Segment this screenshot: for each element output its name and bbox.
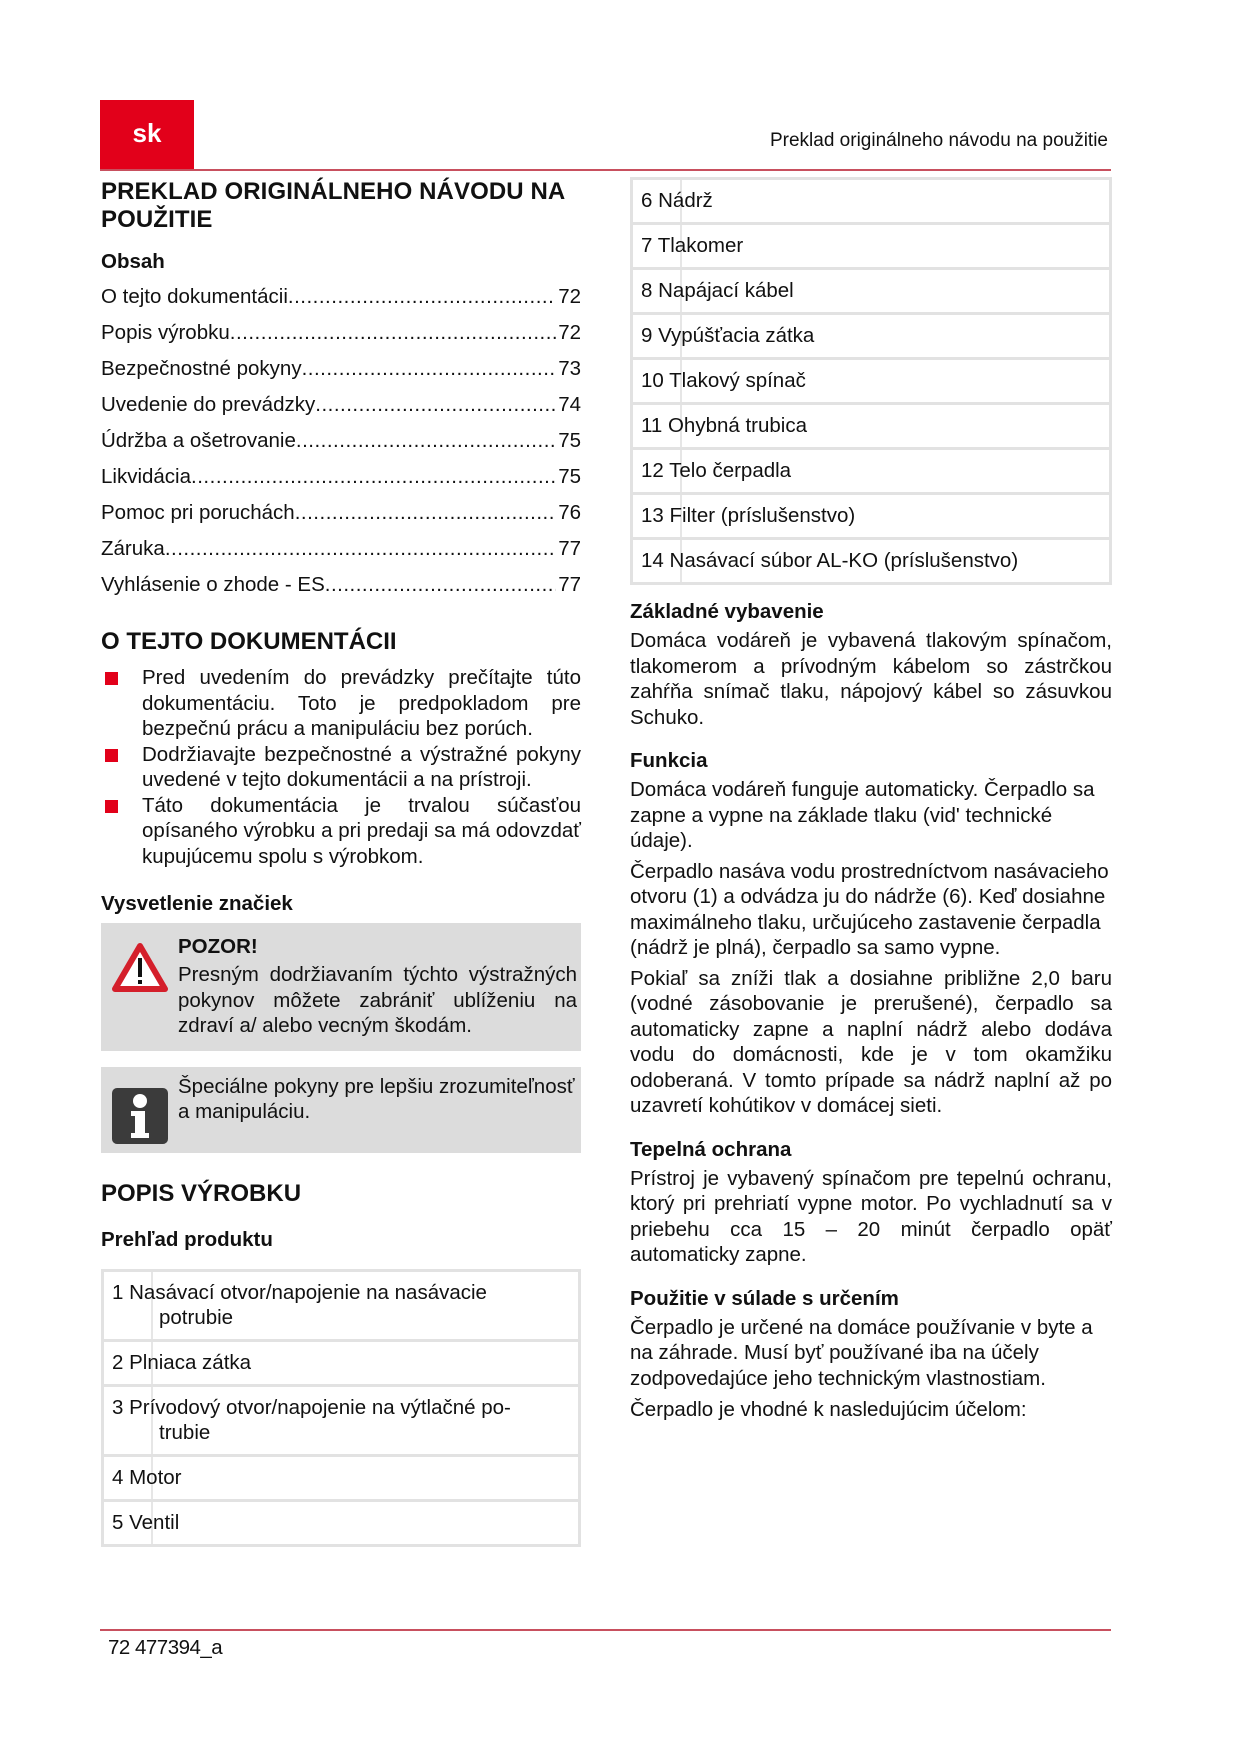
function-paragraph: Pokiaľ sa zníži tlak a dosiahne približne 2,0 baru (vodné zásobovanie je prerušené), čerpadlo sa automaticky zapne a naplní nádrž alebo dodáva vodu do domácnosti, kde je v tom okamžiku odoberaná. V tomto prípade sa nádrž naplní až po uzavretí kohútikov v domácej sieti. <box>630 966 1112 1117</box>
info-icon <box>101 1074 178 1144</box>
intended-use-heading: Použitie v súlade s určením <box>630 1286 899 1310</box>
toc-entry-page: 73 <box>558 357 581 380</box>
info-notice <box>101 1067 581 1153</box>
toc-entry-page: 77 <box>558 537 581 560</box>
bullet-text: Dodržiavajte bezpečnostné a výstražné pokyny uvedené v tejto dokumentácii a na prístroji. <box>142 742 581 791</box>
part-number: 12 <box>641 459 664 482</box>
running-header-title: Preklad originálneho návodu na použitie <box>769 130 1108 151</box>
table-row <box>104 1387 578 1457</box>
table-row <box>633 270 1109 315</box>
toc-leader-dots <box>165 531 556 567</box>
toc-entry[interactable] <box>101 495 581 531</box>
table-row <box>633 225 1109 270</box>
bullet-text: Táto dokumentácia je trvalou súčasťou opísaného výrobku a pri predaji sa má odovzdať kupujúcemu spolu s výrobkom. <box>142 793 581 868</box>
toc-entry[interactable] <box>101 387 581 423</box>
part-name: Filter (príslušenstvo) <box>669 504 856 527</box>
toc-entry[interactable] <box>101 459 581 495</box>
part-number: 9 <box>641 324 653 347</box>
toc-entry[interactable] <box>101 567 581 603</box>
part-number: 4 <box>112 1465 124 1489</box>
bullet-text: Pred uvedením do prevádzky prečítajte túto dokumentáciu. Toto je predpokladom pre bezpečnú prácu a manipuláciu bez porúch. <box>142 666 581 740</box>
bullet-item <box>101 793 581 870</box>
toc-leader-dots <box>288 279 556 315</box>
table-row <box>633 405 1109 450</box>
toc-heading: Obsah <box>101 250 165 273</box>
toc-entry-label: Likvidácia <box>101 465 192 488</box>
equipment-heading: Základné vybavenie <box>630 600 824 623</box>
function-paragraph: Domáca vodáreň funguje automaticky. Čerpadlo sa zapne a vypne na základe tlaku (vid' technické údaje). <box>630 778 1095 852</box>
part-number: 10 <box>641 369 664 392</box>
thermal-heading: Tepelná ochrana <box>630 1137 792 1161</box>
intended-use-paragraph: Čerpadlo je určené na domáce používanie v byte a na záhrade. Musí byť používané iba na účely zodpovedajúce jeho technickým vlastnostiam. <box>630 1315 1093 1390</box>
toc-leader-dots <box>191 459 556 495</box>
part-name: Vypúšťacia zátka <box>658 324 815 347</box>
equipment-text: Domáca vodáreň je vybavená tlakovým spínačom, tlakomerom a prívodným kábelom so zástrčkou zahŕňa snímač tlaku, nápojový kábel so zásuvkou Schuko. <box>630 629 1112 729</box>
toc-entry[interactable] <box>101 423 581 459</box>
toc-entry-label: Pomoc pri poruchách <box>101 501 295 524</box>
toc-entry-label: Údržba a ošetrovanie <box>101 429 296 452</box>
toc-leader-dots <box>325 567 556 603</box>
red-square-bullet-icon <box>101 742 142 793</box>
document-title: PREKLAD ORIGINÁLNEHO NÁVODU NA POUŽITIE <box>101 178 565 233</box>
part-number: 3 <box>112 1395 124 1419</box>
toc-entry[interactable] <box>101 351 581 387</box>
part-name: Nasávací otvor/napojenie na nasávacie <box>129 1280 487 1304</box>
toc-entry-page: 74 <box>558 393 581 416</box>
toc-entry-label: Záruka <box>101 537 165 560</box>
product-overview-heading: Prehľad produktu <box>101 1227 273 1251</box>
warning-notice <box>101 923 581 1051</box>
toc-entry-label: Bezpečnostné pokyny <box>101 357 302 380</box>
part-name: Nádrž <box>658 189 713 212</box>
table-row <box>633 360 1109 405</box>
part-number: 6 <box>641 189 653 212</box>
parts-table-right <box>630 177 1112 585</box>
part-name-continued: trubie <box>159 1420 211 1444</box>
part-number: 2 <box>112 1350 124 1374</box>
symbols-heading: Vysvetlenie značiek <box>101 892 293 915</box>
function-heading: Funkcia <box>630 749 708 772</box>
toc-leader-dots <box>296 423 556 459</box>
toc-entry-label: O tejto dokumentácii <box>101 285 288 308</box>
footer-page-code: 72 477394_a <box>108 1636 223 1659</box>
toc-entry-label: Vyhlásenie o zhode - ES <box>101 573 325 596</box>
part-number: 1 <box>112 1280 124 1304</box>
part-name: Tlakomer <box>657 234 744 257</box>
red-square-bullet-icon <box>101 793 142 870</box>
table-row <box>633 540 1109 582</box>
table-of-contents <box>101 279 581 603</box>
table-row <box>104 1342 578 1387</box>
part-name: Plniaca zátka <box>129 1350 252 1374</box>
part-name: Tlakový spínač <box>669 369 806 392</box>
intended-use-paragraph: Čerpadlo je vhodné k nasledujúcim účelom: <box>630 1398 1027 1421</box>
info-text: Špeciálne pokyny pre lepšiu zrozumiteľnosť a manipuláciu. <box>178 1074 575 1123</box>
language-code: sk <box>132 117 162 148</box>
toc-leader-dots <box>315 387 556 423</box>
parts-table-left <box>101 1269 581 1547</box>
toc-leader-dots <box>302 351 557 387</box>
table-row <box>104 1272 578 1342</box>
toc-entry-page: 75 <box>558 429 581 452</box>
part-number: 5 <box>112 1510 124 1534</box>
warning-triangle-icon <box>101 932 178 1039</box>
part-number: 13 <box>641 504 664 527</box>
toc-entry[interactable] <box>101 279 581 315</box>
toc-leader-dots <box>295 495 556 531</box>
toc-entry-label: Popis výrobku <box>101 321 230 344</box>
part-number: 8 <box>641 279 653 302</box>
part-number: 7 <box>641 234 653 257</box>
bullet-item <box>101 665 581 742</box>
language-badge <box>100 100 194 170</box>
table-row <box>633 180 1109 225</box>
table-row <box>633 495 1109 540</box>
toc-entry[interactable] <box>101 315 581 351</box>
toc-entry-page: 76 <box>558 501 581 524</box>
right-column <box>630 177 1112 1423</box>
part-name: Ohybná trubica <box>667 414 808 437</box>
table-row <box>104 1457 578 1502</box>
thermal-text: Prístroj je vybavený spínačom pre tepelnú ochranu, ktorý pri prehriatí vypne motor. Po vychladnutí sa v priebehu cca 15 – 20 minút čerpadlo opäť automaticky zapne. <box>630 1166 1112 1266</box>
toc-entry-page: 75 <box>558 465 581 488</box>
table-row <box>633 315 1109 360</box>
function-paragraph: Čerpadlo nasáva vodu prostredníctvom nasávacieho otvoru (1) a odvádza ju do nádrže (6). Keď dosiahne maximálneho tlaku, určujúceho zastavenie čerpadla (nádrž je plná), čerpadlo sa samo vypne. <box>630 859 1109 959</box>
part-number: 11 <box>641 414 663 437</box>
part-name: Ventil <box>129 1510 180 1534</box>
footer-rule <box>100 1629 1111 1631</box>
warning-text: Presným dodržiavaním týchto výstražných pokynov môžete zabrániť ublíženiu na zdraví a/ alebo vecným škodám. <box>178 963 577 1037</box>
toc-entry-page: 72 <box>558 285 581 308</box>
header-rule <box>100 169 1111 171</box>
about-bullet-list <box>101 665 581 869</box>
toc-entry[interactable] <box>101 531 581 567</box>
table-row <box>104 1502 578 1544</box>
left-column <box>101 178 581 1547</box>
part-name: Napájací kábel <box>658 279 794 302</box>
part-name: Prívodový otvor/napojenie na výtlačné po- <box>129 1395 511 1419</box>
toc-leader-dots <box>230 315 556 351</box>
product-heading: POPIS VÝROBKU <box>101 1179 302 1207</box>
warning-title: POZOR! <box>178 935 258 958</box>
part-name: Motor <box>129 1465 182 1489</box>
part-name: Nasávací súbor AL-KO (príslušenstvo) <box>669 549 1019 572</box>
toc-entry-page: 72 <box>558 321 581 344</box>
table-row <box>633 450 1109 495</box>
toc-entry-page: 77 <box>558 573 581 596</box>
bullet-item <box>101 742 581 793</box>
part-number: 14 <box>641 549 664 572</box>
about-heading: O TEJTO DOKUMENTÁCII <box>101 628 397 655</box>
red-square-bullet-icon <box>101 665 142 742</box>
part-name-continued: potrubie <box>159 1305 234 1329</box>
part-name: Telo čerpadla <box>669 459 792 482</box>
toc-entry-label: Uvedenie do prevádzky <box>101 393 316 416</box>
